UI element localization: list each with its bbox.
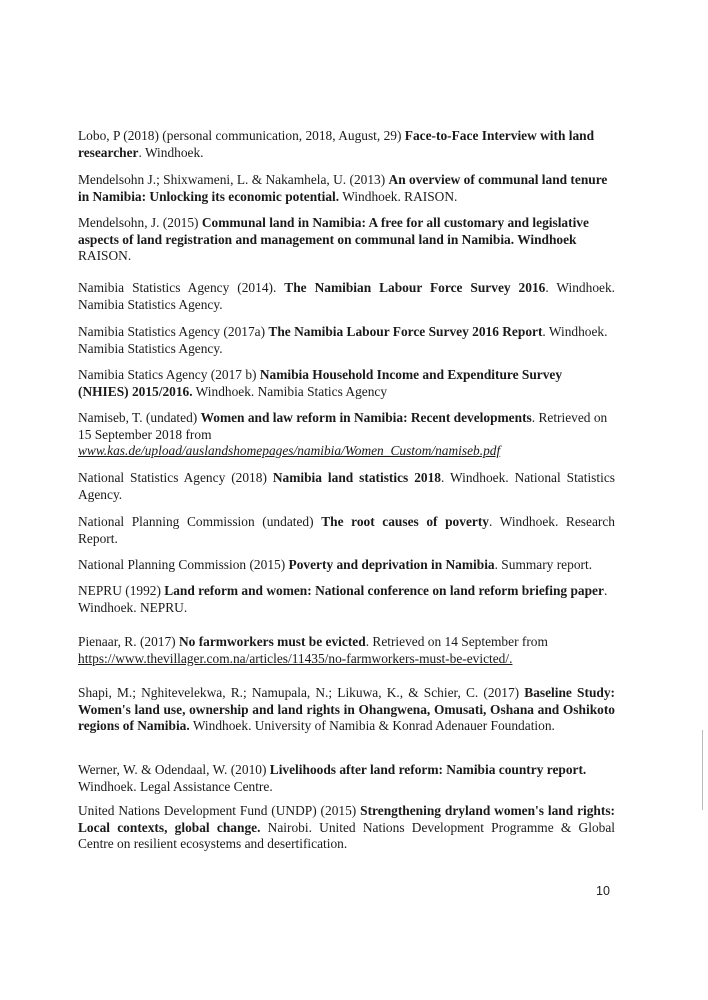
reference-link[interactable]: https://www.thevillager.com.na/articles/11435/no-farmworkers-must-be-evicted/. — [78, 650, 513, 666]
reference-title: No farmworkers must be evicted — [179, 634, 366, 649]
reference-publisher: Windhoek. University of Namibia & Konrad Adenauer Foundation. — [189, 718, 555, 733]
reference-nepru — [78, 583, 615, 616]
reference-title: The Namibian Labour Force Survey 2016 — [284, 280, 546, 295]
reference-authors: Namibia Statistics Agency (2017a) — [78, 324, 269, 339]
reference-publisher: Windhoek. Legal Assistance Centre. — [78, 778, 273, 794]
reference-title: Poverty and deprivation in Namibia — [288, 557, 495, 572]
scan-edge-mark — [702, 730, 703, 810]
reference-publisher: . Summary report. — [494, 557, 593, 572]
reference-publisher: . Windhoek. Namibia Statistics Agency. — [78, 280, 616, 312]
reference-mendelsohn-2013 — [78, 172, 615, 205]
reference-npc-undated — [78, 514, 615, 547]
reference-title: Land reform and women: National conference on land reform briefing paper — [164, 583, 604, 598]
reference-lobo — [78, 128, 615, 161]
page-number: 10 — [596, 884, 610, 898]
reference-authors: Mendelsohn J.; Shixwameni, L. & Nakamhela, U. (2013) — [78, 172, 389, 187]
reference-publisher: . Windhoek. — [138, 144, 204, 160]
reference-title: The Namibia Labour Force Survey 2016 Report — [268, 324, 543, 339]
reference-authors: Werner, W. & Odendaal, W. (2010) — [78, 762, 270, 777]
reference-nsa-2017b — [78, 367, 615, 400]
reference-mendelsohn-2015 — [78, 215, 615, 265]
reference-publisher: . Windhoek. Research Report. — [78, 514, 615, 546]
reference-npc-2015 — [78, 557, 615, 574]
reference-nsa-2014 — [78, 280, 615, 313]
reference-title: Women and law reform in Namibia: Recent developments — [200, 410, 532, 425]
reference-publisher: . Retrieved on 15 September 2018 from — [78, 410, 608, 442]
reference-authors: Lobo, P (2018) (personal communication, 2018, August, 29) — [78, 128, 405, 143]
reference-title: Namibia land statistics 2018 — [272, 470, 441, 485]
reference-title: Communal land in Namibia: A free for all customary and legislative aspects of land registration and management on communal land in Namibia. Windhoek — [78, 215, 589, 247]
reference-link[interactable]: www.kas.de/upload/auslandshomepages/namibia/Women_Custom/namiseb.pdf — [78, 443, 501, 458]
reference-authors: Mendelsohn, J. (2015) — [78, 215, 202, 230]
reference-authors: National Statistics Agency (2018) — [78, 470, 273, 485]
reference-title: Strengthening dryland women's land rights: Local contexts, global change. — [78, 803, 616, 835]
reference-publisher: Windhoek. Namibia Statics Agency — [192, 383, 388, 399]
reference-authors: Namibia Statics Agency (2017 b) — [78, 367, 260, 382]
reference-title: Face-to-Face Interview with land researcher — [78, 128, 595, 160]
reference-title: Namibia Household Income and Expenditure Survey (NHIES) 2015/2016. — [78, 367, 563, 399]
reference-title: The root causes of poverty — [321, 514, 489, 529]
reference-undp — [78, 803, 615, 853]
reference-authors: United Nations Development Fund (UNDP) (2015) — [78, 803, 361, 818]
reference-publisher: RAISON. — [78, 248, 132, 263]
reference-authors: Namiseb, T. (undated) — [78, 410, 201, 425]
reference-title: Baseline Study: Women's land use, ownership and land rights in Ohangwena, Omusati, Oshana and Oshikoto regions of Namibia. — [78, 685, 615, 733]
reference-namiseb — [78, 410, 615, 460]
reference-publisher: Windhoek. RAISON. — [339, 188, 458, 204]
reference-authors: NEPRU (1992) — [78, 583, 165, 598]
reference-authors: Pienaar, R. (2017) — [78, 634, 179, 649]
reference-authors: Shapi, M.; Nghitevelekwa, R.; Namupala, N.; Likuwa, K., & Schier, C. (2017) — [78, 685, 525, 700]
reference-title: Livelihoods after land reform: Namibia country report. — [269, 762, 587, 777]
reference-nsa-2017a — [78, 324, 615, 357]
reference-publisher: . Windhoek. National Statistics Agency. — [78, 470, 615, 502]
reference-authors: Namibia Statistics Agency (2014). — [78, 280, 285, 295]
reference-authors: National Planning Commission (2015) — [78, 557, 289, 572]
reference-publisher: . Windhoek. NEPRU. — [78, 583, 608, 615]
reference-publisher: Nairobi. United Nations Development Programme & Global Centre on resilient ecosystems and desertification. — [78, 819, 615, 851]
reference-publisher: . Retrieved on 14 September from — [365, 634, 548, 649]
reference-national-statistics-2018 — [78, 470, 615, 503]
reference-authors: National Planning Commission (undated) — [78, 514, 322, 529]
reference-shapi — [78, 685, 615, 735]
reference-werner — [78, 762, 615, 795]
reference-pienaar — [78, 634, 615, 667]
reference-title: An overview of communal land tenure in Namibia: Unlocking its economic potential. — [78, 172, 608, 204]
reference-publisher: . Windhoek. Namibia Statistics Agency. — [78, 324, 608, 356]
